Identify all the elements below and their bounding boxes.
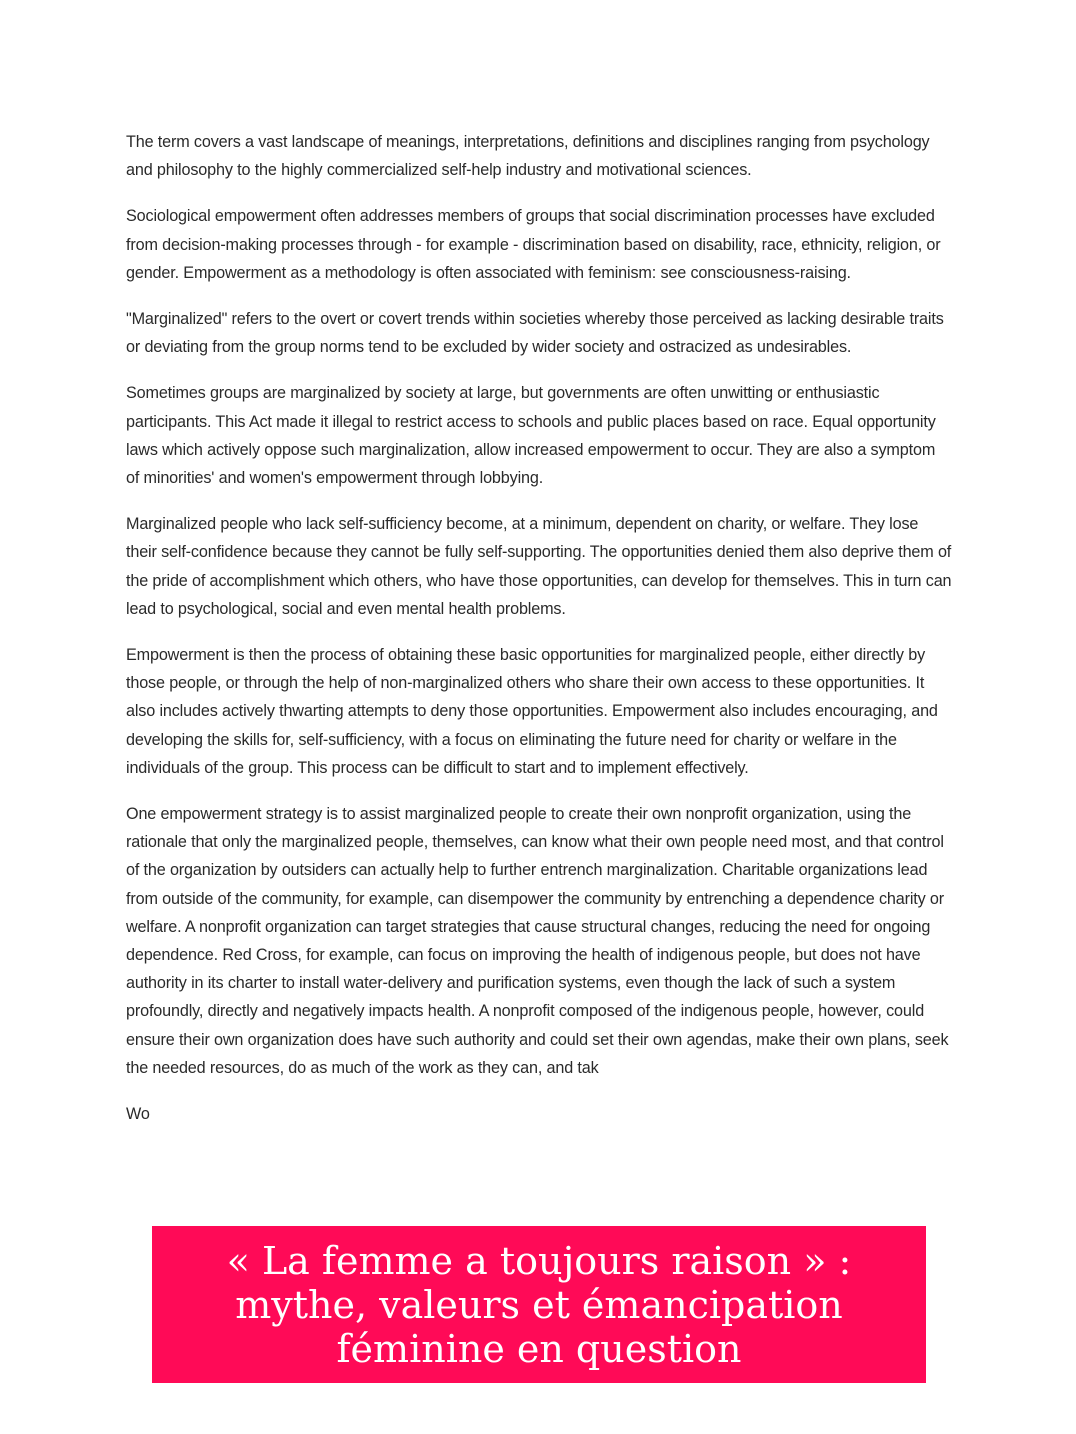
paragraph-8-fragment: Wo	[126, 1105, 150, 1124]
paragraph-6: Empowerment is then the process of obtaining these basic opportunities for marginalized people, either directly by those people, or through the help of non-marginalized others who share their own access to these opportunities. It also includes actively thwarting attempts to deny those opportunities. Empowerment also includes encouraging, and developing the skills for, self-sufficiency, with a focus on eliminating the future need for charity or welfare in the individuals of the group. This process can be difficult to start and to implement effectively.	[126, 646, 938, 777]
paragraph-5: Marginalized people who lack self-sufficiency become, at a minimum, dependent on charity, or welfare. They lose their self-confidence because they cannot be fully self-supporting. The opportunities denied them also deprive them of the pride of accomplishment which others, who have those opportunities, can develop for themselves. This in turn can lead to psychological, social and even mental health problems.	[126, 515, 952, 618]
document-body	[126, 128, 952, 1146]
paragraph-1: The term covers a vast landscape of meanings, interpretations, definitions and disciplines ranging from psychology and philosophy to the highly commercialized self-help industry and motivational sciences.	[126, 133, 930, 180]
title-banner	[152, 1226, 926, 1383]
banner-title: « La femme a toujours raison » : mythe, valeurs et émancipation féminine en question	[226, 1238, 852, 1371]
paragraph-4: Sometimes groups are marginalized by society at large, but governments are often unwitting or enthusiastic participants. This Act made it illegal to restrict access to schools and public places based on race. Equal opportunity laws which actively oppose such marginalization, allow increased empowerment to occur. They are also a symptom of minorities' and women's empowerment through lobbying.	[126, 384, 936, 488]
paragraph-7: One empowerment strategy is to assist marginalized people to create their own nonprofit organization, using the rationale that only the marginalized people, themselves, can know what their own people need most, and that control of the organization by outsiders can actually help to further entrench marginalization. Charitable organizations lead from outside of the community, for example, can disempower the community by entrenching a dependence charity or welfare. A nonprofit organization can target strategies that cause structural changes, reducing the need for ongoing dependence. Red Cross, for example, can focus on improving the health of indigenous people, but does not have authority in its charter to install water-delivery and purification systems, even though the lack of such a system profoundly, directly and negatively impacts health. A nonprofit composed of the indigenous people, however, could ensure their own organization does have such authority and could set their own agendas, make their own plans, seek the needed resources, do as much of the work as they can, and tak	[126, 805, 949, 1077]
paragraph-2: Sociological empowerment often addresses members of groups that social discrimination processes have excluded from decision-making processes through - for example - discrimination based on disability, race, ethnicity, religion, or gender. Empowerment as a methodology is often associated with feminism: see consciousness-raising.	[126, 207, 941, 282]
paragraph-3: "Marginalized" refers to the overt or covert trends within societies whereby those perceived as lacking desirable traits or deviating from the group norms tend to be excluded by wider society and ostracized as undesirables.	[126, 310, 944, 357]
